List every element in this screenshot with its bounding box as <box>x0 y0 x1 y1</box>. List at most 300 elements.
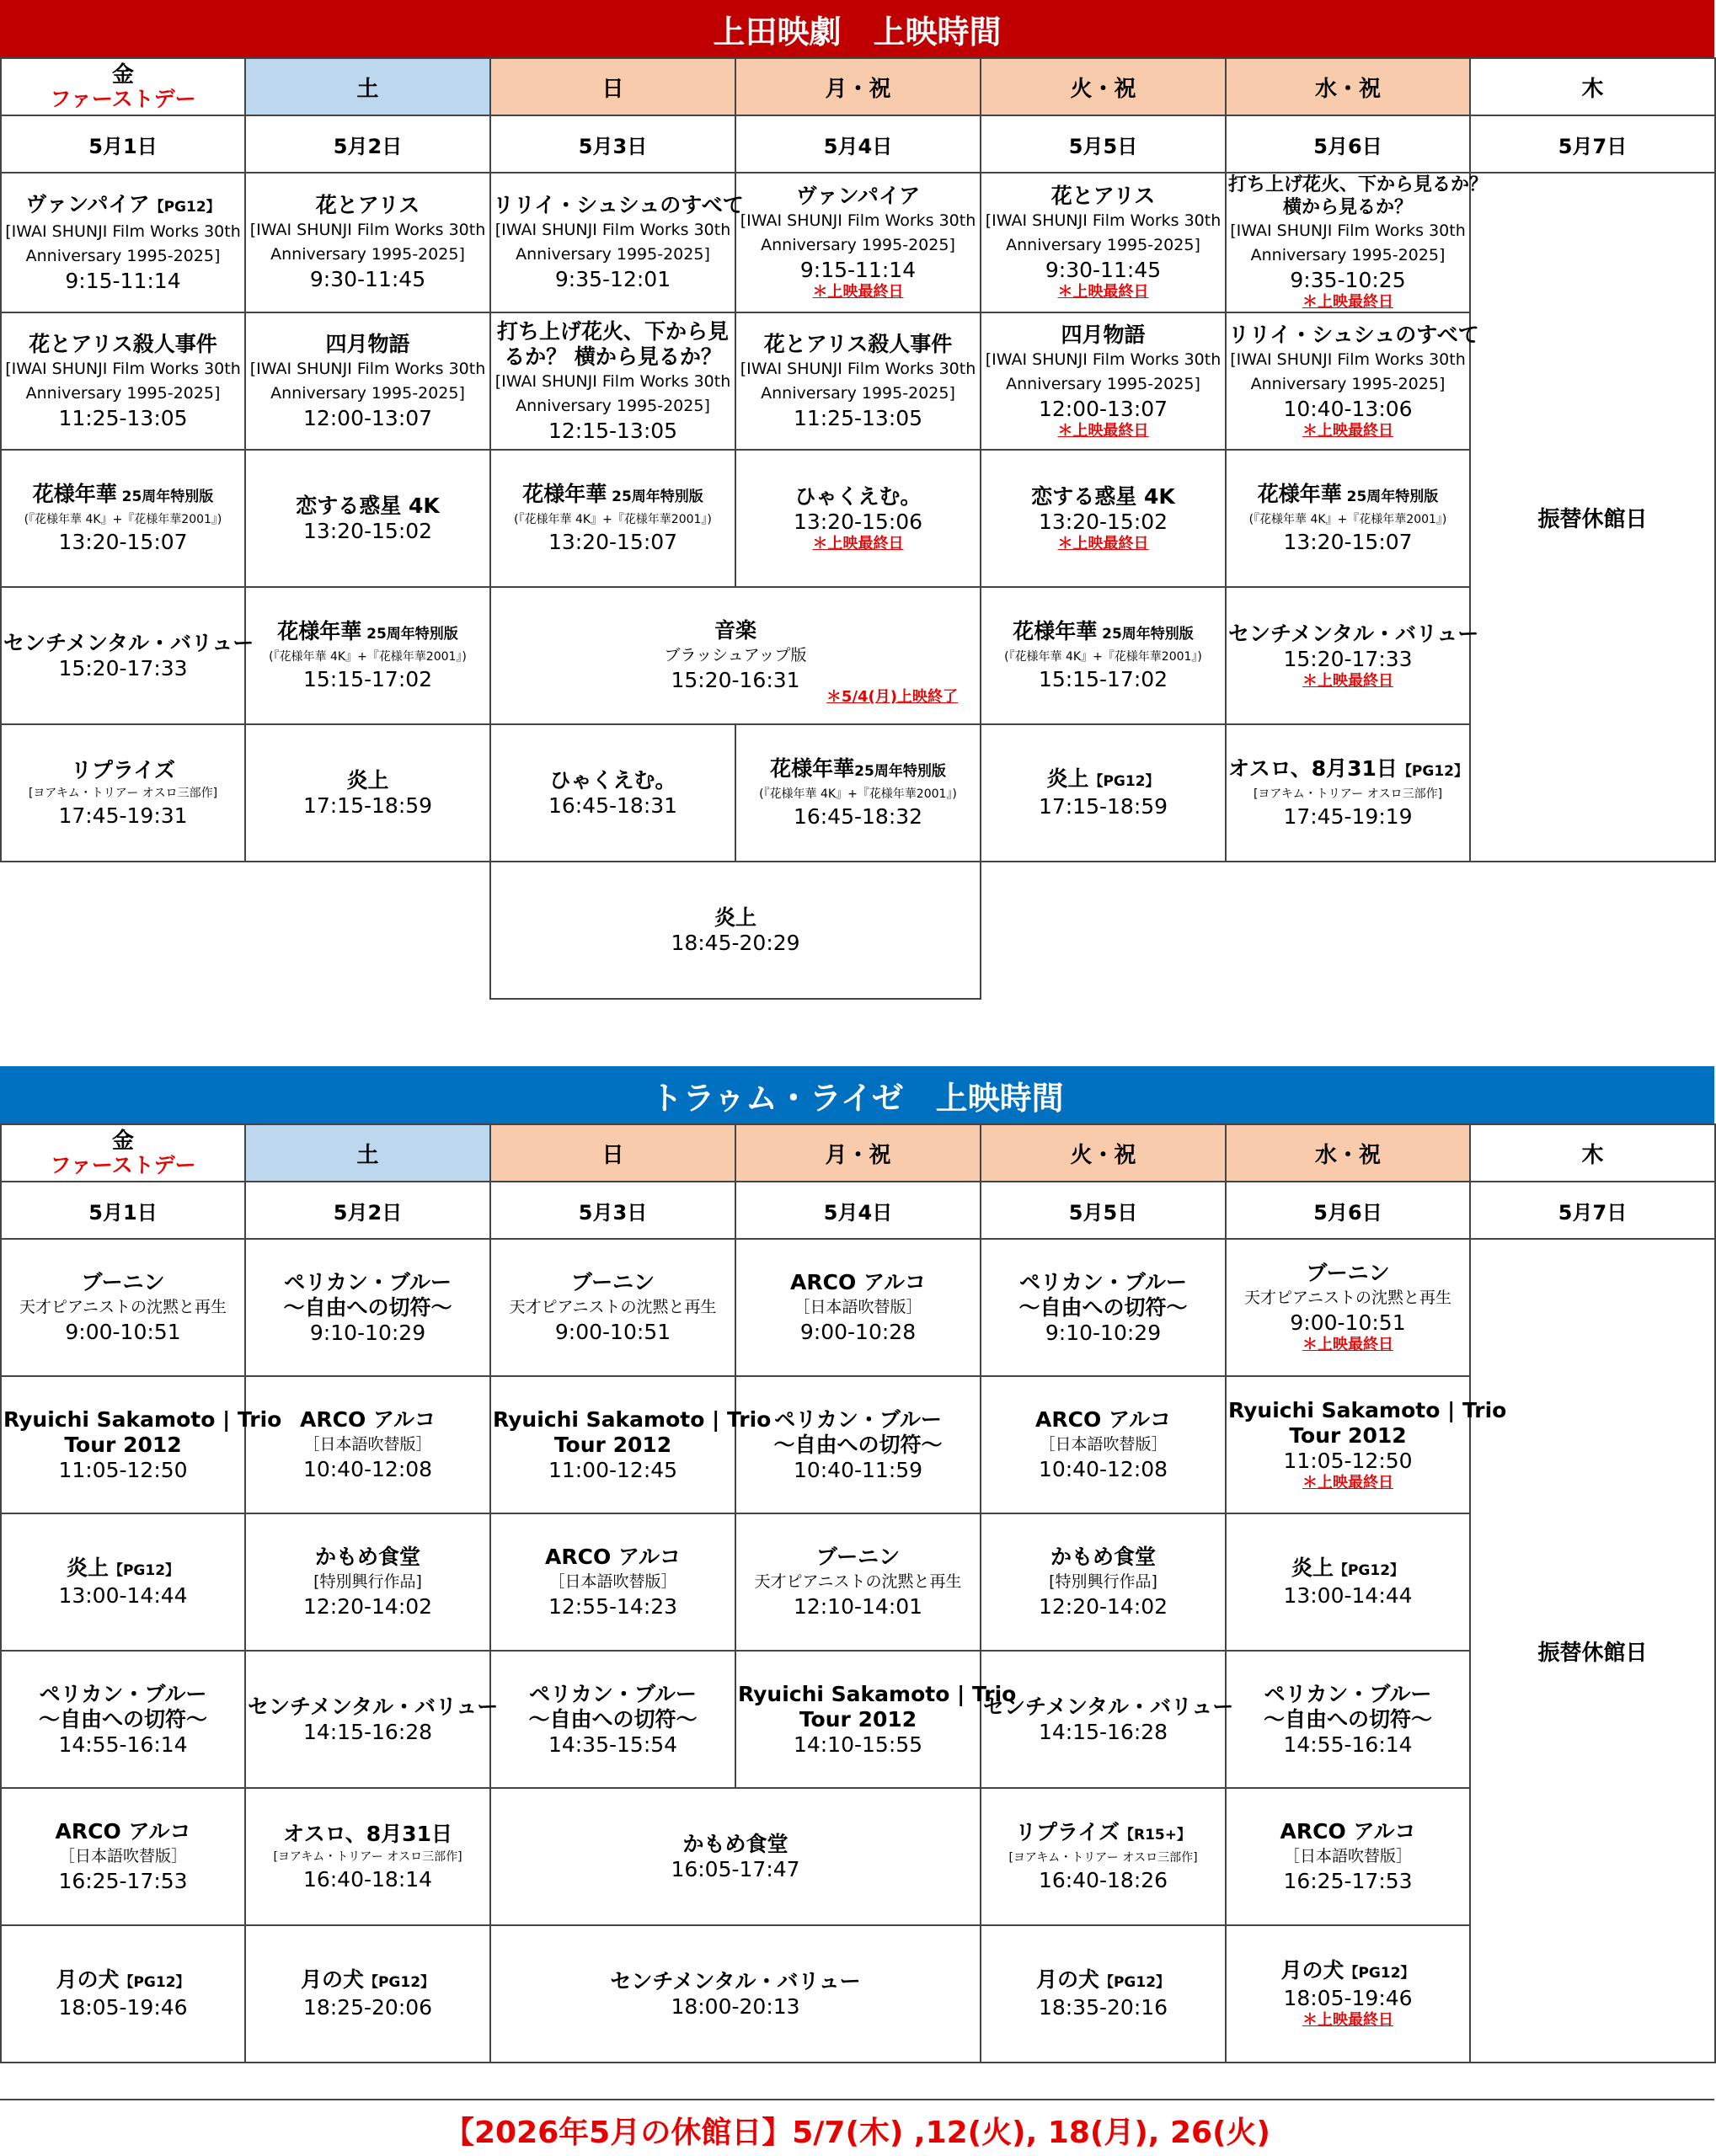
cell-text: 【PG12】 <box>108 1562 180 1579</box>
cell-text: 花様年華 <box>1257 482 1342 506</box>
cell-text: 17:15-18:59 <box>1038 794 1168 819</box>
showtime-cell <box>1226 450 1470 587</box>
cell-text: 14:35-15:54 <box>548 1732 678 1757</box>
showtime-cell <box>1 1239 245 1376</box>
date-cell: 5月2日 <box>245 115 490 173</box>
showtime-cell <box>981 173 1226 312</box>
cell-text: ペリカン・ブルー <box>774 1406 942 1432</box>
cell-text: 13:00-14:44 <box>58 1583 188 1608</box>
cell-text: 15:15-17:02 <box>1038 667 1168 691</box>
showtime-cell <box>981 1651 1234 1788</box>
cell-text: [IWAI SHUNJI Film Works 30th <box>494 371 731 391</box>
showtime-cell <box>981 1788 1226 1925</box>
cell-text: 16:25-17:53 <box>58 1869 188 1893</box>
closed-day-cell: 振替休館日 <box>1470 173 1715 862</box>
day-header: 火・祝 <box>981 58 1226 115</box>
cell-text: オスロ、8月31日 <box>283 1821 452 1846</box>
cell-text: ～自由への切符～ <box>1018 1294 1188 1320</box>
empty-cell <box>1 862 490 999</box>
date-cell: 5月7日 <box>1470 1182 1715 1239</box>
day-header: 木 <box>1470 58 1715 115</box>
cell-text: 17:15-18:59 <box>302 792 433 818</box>
cell-text: ブーニン <box>1306 1261 1390 1285</box>
cell-text: 【PG12】 <box>119 1974 190 1991</box>
cell-text: [IWAI SHUNJI Film Works 30th <box>5 221 241 241</box>
cell-text: ブーニン <box>570 1270 655 1294</box>
footer-divider <box>0 2099 1714 2100</box>
empty-cell <box>981 862 1715 999</box>
first-day-label: ファーストデー <box>50 1153 196 1177</box>
cell-text: センチメンタル・バリュー <box>1228 621 1479 646</box>
cell-text: 15:20-16:31 <box>671 668 800 692</box>
cell-text: ～自由への切符～ <box>283 1294 452 1320</box>
section1-title: 上田映劇 上映時間 <box>0 0 1714 57</box>
cell-text: 25周年特別版 <box>361 626 458 643</box>
cell-text: 18:45-20:29 <box>671 930 800 955</box>
showtime-cell <box>1226 1376 1507 1513</box>
showtime-cell <box>490 1513 735 1651</box>
last-day-note: ＊上映最終日 <box>1302 671 1393 690</box>
date-cell: 5月6日 <box>1226 1182 1470 1239</box>
cell-text: 11:05-12:50 <box>58 1457 188 1482</box>
showtime-cell <box>1 587 254 724</box>
cell-text: [IWAI SHUNJI Film Works 30th <box>249 359 486 378</box>
cell-text: 四月物語 <box>1061 322 1146 347</box>
date-cell: 5月2日 <box>245 1182 490 1239</box>
day-header: 土 <box>245 1124 490 1182</box>
showtime-cell <box>245 1651 499 1788</box>
date-cell: 5月7日 <box>1470 115 1715 173</box>
showtime-cell <box>735 724 981 862</box>
cell-text: ～自由への切符～ <box>528 1706 698 1732</box>
cell-text: ARCO アルコ <box>790 1270 926 1294</box>
cell-text: センチメンタル・バリュー <box>983 1694 1234 1719</box>
cell-text: リリイ・シュシュのすべて <box>493 193 744 217</box>
cell-text: 横から見るか？ <box>1282 197 1413 218</box>
cell-text: 音楽 <box>714 618 756 643</box>
cell-text: 13:20-15:07 <box>548 530 678 554</box>
cell-text: ～自由への切符～ <box>1263 1706 1432 1732</box>
cell-text: Tour 2012 <box>64 1432 182 1457</box>
cell-text: Anniversary 1995-2025] <box>270 245 465 264</box>
date-cell: 5月1日 <box>1 1182 245 1239</box>
showtime-cell <box>490 1788 981 1925</box>
date-row <box>1 115 1715 173</box>
cell-text: [ヨアキム・トリアー オスロ三部作] <box>28 786 218 800</box>
day-header: 日 <box>490 1124 735 1182</box>
cell-text: センチメンタル・バリュー <box>248 1694 499 1719</box>
cell-text: Ryuichi Sakamoto | Trio <box>1228 1397 1507 1422</box>
cell-text: 25周年特別版 <box>116 488 214 505</box>
cell-text: 炎上 <box>346 767 389 792</box>
showtime-cell <box>1 1651 245 1788</box>
schedule-table-ueda <box>0 57 1716 1000</box>
cell-text: ヴァンパイア <box>795 184 921 208</box>
cell-text: [ヨアキム・トリアー オスロ三部作] <box>1008 1851 1198 1865</box>
cell-text: 10:40-12:08 <box>302 1457 433 1481</box>
closed-day-cell: 振替休館日 <box>1470 1239 1715 2063</box>
cell-text: 12:55-14:23 <box>548 1594 678 1619</box>
cell-text: 花様年華 <box>277 619 362 643</box>
showtime-cell <box>1226 1651 1470 1788</box>
cell-text: [IWAI SHUNJI Film Works 30th <box>1230 221 1466 240</box>
cell-text: 12:10-14:01 <box>793 1594 923 1619</box>
cell-text: 花様年華 <box>32 482 117 506</box>
cell-text: 【PG12】 <box>1344 1965 1415 1982</box>
cell-text: Anniversary 1995-2025] <box>516 396 710 415</box>
showtime-cell <box>490 312 735 450</box>
showtime-cell <box>245 1925 490 2063</box>
cell-text: (『花様年華 4K』+『花様年華2001』) <box>24 513 222 526</box>
cell-text: Anniversary 1995-2025] <box>1006 374 1200 393</box>
cell-text: 天才ピアニストの沈黙と再生 <box>19 1298 227 1316</box>
day-header: 水・祝 <box>1226 1124 1470 1182</box>
cell-text: ペリカン・ブルー <box>284 1269 452 1294</box>
cell-text: ［日本語吹替版］ <box>548 1572 677 1591</box>
cell-text: 天才ピアニストの沈黙と再生 <box>1243 1289 1452 1307</box>
cell-text: ［日本語吹替版］ <box>58 1847 187 1865</box>
showtime-cell <box>1226 1239 1470 1376</box>
cell-text: 17:45-19:31 <box>58 803 188 828</box>
showtime-cell <box>1226 173 1489 312</box>
showtime-cell <box>981 1925 1226 2063</box>
cell-text: 【PG12】 <box>1099 1974 1171 1991</box>
cell-text: 9:35-12:01 <box>554 267 671 291</box>
cell-text: かもめ食堂 <box>682 1831 789 1856</box>
cell-text: 16:25-17:53 <box>1283 1869 1413 1893</box>
day-header: 日 <box>490 58 735 115</box>
cell-text: 11:00-12:45 <box>548 1457 678 1482</box>
cell-text: (『花様年華 4K』+『花様年華2001』) <box>1248 513 1447 526</box>
showtime-cell <box>1226 1788 1470 1925</box>
date-row <box>1 1182 1715 1239</box>
cell-text: 16:45-18:32 <box>793 804 923 829</box>
cell-text: 9:00-10:51 <box>554 1320 671 1344</box>
cell-text: 恋する惑星 4K <box>296 493 440 518</box>
last-day-note: ＊上映最終日 <box>1302 293 1393 311</box>
showtime-cell <box>735 1376 981 1513</box>
cell-text: [IWAI SHUNJI Film Works 30th <box>494 221 731 239</box>
day-header: 水・祝 <box>1226 58 1470 115</box>
cell-text: 25周年特別版 <box>854 763 946 780</box>
cell-text: 【R15+】 <box>1120 1827 1191 1844</box>
cell-text: 金 <box>111 1129 134 1154</box>
first-day-label: ファーストデー <box>50 87 196 111</box>
cell-text: 10:40-13:06 <box>1283 396 1413 421</box>
cell-text: 9:35-10:25 <box>1290 268 1406 292</box>
last-day-note: ＊上映最終日 <box>1302 1336 1393 1353</box>
date-cell: 5月4日 <box>735 1182 981 1239</box>
cell-text: 恋する惑星 4K <box>1031 483 1175 509</box>
day-header: 土 <box>245 58 490 115</box>
day-header: 月・祝 <box>735 58 981 115</box>
cell-text: 11:05-12:50 <box>1283 1448 1413 1473</box>
cell-text: Anniversary 1995-2025] <box>761 236 955 254</box>
cell-text: [IWAI SHUNJI Film Works 30th <box>249 221 486 239</box>
cell-text: 【PG12】 <box>1333 1562 1405 1579</box>
showtime-cell <box>1 450 245 587</box>
cell-text: Anniversary 1995-2025] <box>1250 246 1446 264</box>
cell-text: 炎上 <box>714 905 756 930</box>
cell-text: Anniversary 1995-2025] <box>1006 236 1200 254</box>
last-day-note: ＊上映最終日 <box>1057 421 1149 440</box>
cell-text: 25周年特別版 <box>1097 626 1194 643</box>
last-day-note: ＊上映最終日 <box>812 534 904 552</box>
cell-text: 花様年華 <box>1013 619 1098 643</box>
showtime-cell <box>735 173 981 312</box>
day-header <box>1 58 245 115</box>
cell-text: 13:20-15:02 <box>1038 509 1168 534</box>
showtime-cell <box>245 1513 490 1651</box>
day-header: 木 <box>1470 1124 1715 1182</box>
cell-text: Anniversary 1995-2025] <box>270 383 465 403</box>
cell-text: Ryuichi Sakamoto | Trio <box>738 1681 1017 1706</box>
cell-text: 12:15-13:05 <box>548 418 678 443</box>
cell-text: 花様年華 <box>522 482 607 506</box>
cell-text: 16:40-18:26 <box>1038 1868 1168 1892</box>
cell-text: 花とアリス <box>1050 184 1156 208</box>
cell-text: ARCO アルコ <box>1035 1407 1171 1432</box>
day-header <box>1 1124 245 1182</box>
cell-text: 14:55-16:14 <box>1283 1732 1413 1757</box>
last-day-note: ＊上映最終日 <box>812 283 904 301</box>
cell-text: 13:20-15:06 <box>793 509 923 534</box>
cell-text: Anniversary 1995-2025] <box>761 383 955 403</box>
showtime-cell <box>245 450 490 587</box>
showtime-cell <box>981 450 1226 587</box>
cell-text: ペリカン・ブルー <box>529 1681 697 1706</box>
cell-text: 14:55-16:14 <box>58 1732 188 1757</box>
showtime-cell <box>490 1651 735 1788</box>
cell-text: 16:45-18:31 <box>548 792 678 818</box>
cell-text: 18:25-20:06 <box>302 1995 433 2020</box>
section2-title: トラゥム・ライゼ 上映時間 <box>0 1066 1714 1123</box>
cell-text: 14:15-16:28 <box>302 1719 433 1744</box>
cell-text: 15:20-17:33 <box>1283 646 1413 671</box>
cell-text: ブーニン <box>81 1270 165 1294</box>
showtime-cell <box>1 724 245 862</box>
showtime-cell <box>1226 587 1479 724</box>
cell-text: 14:10-15:55 <box>793 1732 923 1757</box>
showtime-cell <box>490 450 735 587</box>
cell-text: 10:40-12:08 <box>1038 1457 1168 1481</box>
showtime-cell <box>490 587 981 724</box>
date-cell: 5月5日 <box>981 115 1226 173</box>
last-day-note: ＊上映最終日 <box>1302 421 1393 440</box>
cell-text: ～自由への切符～ <box>773 1432 943 1457</box>
cell-text: ～自由への切符～ <box>38 1706 207 1732</box>
cell-text: Anniversary 1995-2025] <box>516 245 710 264</box>
cell-text: るか？ 横から見るか？ <box>504 344 722 369</box>
cell-text: 15:20-17:33 <box>58 655 188 680</box>
day-header-row <box>1 1124 1715 1182</box>
cell-text: ［日本語吹替版］ <box>303 1435 432 1454</box>
cell-text: Ryuichi Sakamoto | Trio <box>3 1406 282 1432</box>
showtime-cell <box>245 312 490 450</box>
cell-text: ペリカン・ブルー <box>1264 1681 1432 1706</box>
cell-text: [IWAI SHUNJI Film Works 30th <box>985 350 1222 369</box>
cell-text: 天才ピアニストの沈黙と再生 <box>754 1572 962 1591</box>
cell-text: [IWAI SHUNJI Film Works 30th <box>740 211 976 230</box>
cell-text: 打ち上げ花火、下から見 <box>496 318 729 344</box>
cell-text: ARCO アルコ <box>300 1407 436 1432</box>
cell-text: 11:25-13:05 <box>793 405 923 430</box>
showtime-cell <box>1226 1513 1470 1651</box>
date-cell: 5月6日 <box>1226 115 1470 173</box>
showtime-cell <box>490 1376 772 1513</box>
cell-text: ARCO アルコ <box>55 1819 191 1844</box>
last-day-note: ＊上映最終日 <box>1302 1473 1393 1492</box>
showtime-cell <box>1 173 245 312</box>
cell-text: リプライズ <box>70 757 175 782</box>
cell-text: 9:30-11:45 <box>309 267 426 291</box>
cell-text: 11:25-13:05 <box>58 405 188 430</box>
cell-text: (『花様年華 4K』+『花様年華2001』) <box>759 787 957 801</box>
cell-text: 月の犬 <box>56 1967 120 1992</box>
showtime-cell <box>1226 312 1479 450</box>
cell-text: 四月物語 <box>325 331 410 356</box>
cell-text: ペリカン・ブルー <box>39 1681 207 1706</box>
cell-text: 【PG12】 <box>1397 763 1469 780</box>
showtime-cell <box>1 1788 245 1925</box>
cell-text: [特別興行作品] <box>313 1572 422 1591</box>
cell-text: かもめ食堂 <box>314 1545 420 1569</box>
cell-text: 12:20-14:02 <box>302 1594 433 1619</box>
cell-text: 13:00-14:44 <box>1283 1583 1413 1608</box>
cell-text: 25周年特別版 <box>607 488 703 505</box>
cell-text: 炎上 <box>1046 766 1089 791</box>
date-cell: 5月4日 <box>735 115 981 173</box>
last-day-note: ＊上映最終日 <box>1057 534 1149 552</box>
end-note: ＊5/4(月)上映終了 <box>826 688 958 706</box>
cell-text: センチメンタル・バリュー <box>610 1968 861 1993</box>
showtime-cell <box>735 450 981 587</box>
showtime-cell <box>735 312 981 450</box>
cell-text: 18:35-20:16 <box>1038 1995 1168 2020</box>
cell-text: 打ち上げ花火、下から見るか？ <box>1228 174 1489 195</box>
cell-text: [IWAI SHUNJI Film Works 30th <box>1230 350 1466 369</box>
cell-text: Tour 2012 <box>799 1706 917 1732</box>
cell-text: 金 <box>111 62 134 88</box>
cell-text: ［日本語吹替版］ <box>794 1298 922 1316</box>
day-header-row <box>1 58 1715 115</box>
cell-text: ブーニン <box>815 1545 901 1569</box>
cell-text: 9:00-10:28 <box>799 1320 917 1344</box>
cell-text: ひゃくえむ。 <box>794 483 922 509</box>
showtime-cell <box>245 1376 490 1513</box>
cell-text: Tour 2012 <box>553 1432 672 1457</box>
cell-text: 15:15-17:02 <box>302 667 433 691</box>
cell-text: Anniversary 1995-2025] <box>25 246 221 265</box>
showtime-cell <box>490 173 744 312</box>
cell-text: ［日本語吹替版］ <box>1283 1847 1412 1865</box>
cell-text: ［日本語吹替版］ <box>1039 1435 1168 1454</box>
date-cell: 5月5日 <box>981 1182 1226 1239</box>
showtime-cell <box>1226 724 1470 862</box>
cell-text: リリイ・シュシュのすべて <box>1228 322 1479 347</box>
cell-text: オスロ、8月31日 <box>1228 756 1398 781</box>
showtime-cell <box>1 1925 245 2063</box>
cell-text: (『花様年華 4K』+『花様年華2001』) <box>514 513 712 526</box>
showtime-cell <box>981 1376 1226 1513</box>
cell-text: Tour 2012 <box>1289 1422 1407 1448</box>
cell-text: 炎上 <box>1291 1556 1334 1580</box>
showtime-cell <box>490 1239 735 1376</box>
cell-text: 13:20-15:02 <box>302 518 433 543</box>
cell-text: 【PG12】 <box>363 1974 436 1991</box>
cell-text: かもめ食堂 <box>1050 1545 1156 1569</box>
cell-text: ペリカン・ブルー <box>1019 1269 1187 1294</box>
cell-text: 花とアリス <box>315 193 420 217</box>
cell-text: [IWAI SHUNJI Film Works 30th <box>5 359 241 378</box>
cell-text: 25周年特別版 <box>1341 488 1439 505</box>
showtime-cell <box>981 587 1226 724</box>
showtime-cell <box>735 1239 981 1376</box>
cell-text: 9:00-10:51 <box>65 1320 181 1344</box>
closed-days-notice <box>0 2105 1714 2154</box>
showtime-cell <box>981 312 1226 450</box>
showtime-cell <box>1 1376 282 1513</box>
showtime-cell <box>245 724 490 862</box>
cell-text: 18:05-19:46 <box>58 1995 188 2020</box>
cell-text: ひゃくえむ。 <box>549 767 676 792</box>
cell-text: 9:15-11:14 <box>65 268 181 293</box>
cell-text: 10:40-11:59 <box>793 1457 923 1482</box>
cell-text: 9:15-11:14 <box>799 258 917 282</box>
cell-text: ブラッシュアップ版 <box>664 646 807 664</box>
cell-text: センチメンタル・バリュー <box>3 630 254 655</box>
cell-text: [ヨアキム・トリアー オスロ三部作] <box>273 1849 462 1864</box>
showtime-cell <box>490 862 981 999</box>
showtime-cell <box>981 1513 1226 1651</box>
last-day-note: ＊上映最終日 <box>1302 2011 1393 2029</box>
cell-text: [IWAI SHUNJI Film Works 30th <box>985 211 1222 230</box>
cell-text: 月の犬 <box>300 1967 364 1992</box>
cell-text: (『花様年華 4K』+『花様年華2001』) <box>1004 650 1202 664</box>
showtime-cell <box>735 1513 981 1651</box>
showtime-cell <box>1 1513 245 1651</box>
cell-text: 【PG12】 <box>149 198 221 216</box>
cell-text: Ryuichi Sakamoto | Trio <box>493 1406 772 1432</box>
showtime-cell <box>735 1651 1017 1788</box>
cell-text: Anniversary 1995-2025] <box>25 383 221 403</box>
cell-text: Anniversary 1995-2025] <box>1250 374 1446 393</box>
cell-text: 月の犬 <box>1280 1958 1344 1983</box>
cell-text: 18:05-19:46 <box>1283 1986 1413 2010</box>
showtime-cell <box>245 173 490 312</box>
showtime-cell <box>1226 1925 1470 2063</box>
cell-text: 天才ピアニストの沈黙と再生 <box>509 1298 717 1316</box>
cell-text: 【2026年5月の休館日】5/7(木) ,12(火), 18(月), 26(火) <box>443 2115 1271 2150</box>
showtime-cell <box>1 312 245 450</box>
cell-text: 【PG12】 <box>1088 773 1160 790</box>
cell-text: リプライズ <box>1014 1820 1120 1844</box>
cell-text: 9:00-10:51 <box>1290 1310 1406 1335</box>
cell-text: 炎上 <box>66 1556 109 1580</box>
last-day-note: ＊上映最終日 <box>1057 283 1149 301</box>
schedule-table-traumreise <box>0 1123 1716 2063</box>
day-header: 火・祝 <box>981 1124 1226 1182</box>
cell-text: 花とアリス殺人事件 <box>763 331 953 356</box>
cell-text: 12:20-14:02 <box>1038 1594 1168 1619</box>
showtime-cell <box>245 1788 490 1925</box>
cell-text: 16:05-17:47 <box>671 1856 800 1881</box>
date-cell: 5月3日 <box>490 115 735 173</box>
cell-text: 9:10-10:29 <box>309 1320 426 1345</box>
cell-text: 13:20-15:07 <box>58 530 188 554</box>
showtime-cell <box>490 1925 981 2063</box>
cell-text: 12:00-13:07 <box>1038 396 1168 421</box>
